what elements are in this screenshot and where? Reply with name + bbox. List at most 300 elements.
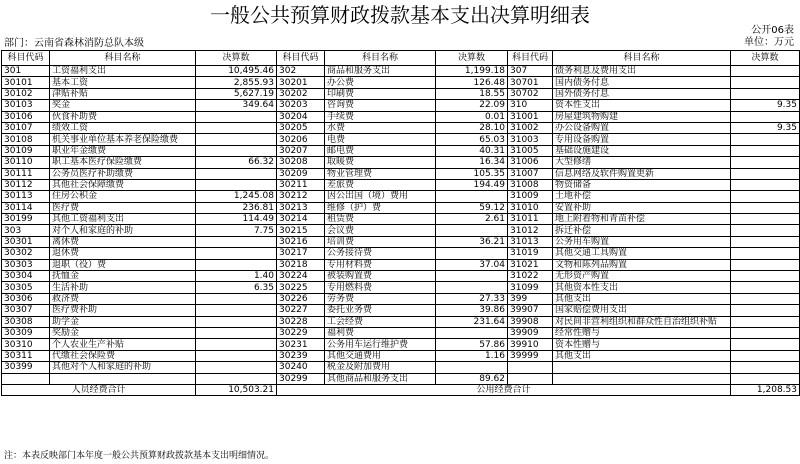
name-cell: 个人农业生产补贴 [50,339,196,350]
code-cell: 31007 [508,168,553,179]
amount-cell [731,157,800,168]
amount-cell: 194.49 [436,179,508,190]
amount-cell [731,236,800,247]
name-cell: 国外债务付息 [553,88,731,99]
code-cell: 31021 [508,259,553,270]
amount-cell [196,122,277,133]
name-cell: 物资储备 [553,179,731,190]
amount-cell: 0.01 [436,111,508,122]
name-cell: 公务接待费 [325,248,436,259]
amount-cell [731,214,800,225]
amount-cell [731,179,800,190]
table-row [2,145,800,156]
name-cell: 其他支出 [553,293,731,304]
table-row [2,88,800,99]
name-cell: 手续费 [325,111,436,122]
amount-cell [731,202,800,213]
amount-cell [196,134,277,145]
name-cell: 其他工资福利支出 [50,214,196,225]
amount-cell [196,248,277,259]
name-cell: 印刷费 [325,88,436,99]
amount-cell: 114.49 [196,214,277,225]
name-cell: 其他资本性支出 [553,282,731,293]
name-cell: 工资福利支出 [50,66,196,77]
name-cell: 职工基本医疗保险缴费 [50,157,196,168]
code-cell: 30307 [2,305,50,316]
name-cell: 经常性赠与 [553,327,731,338]
name-cell: 其他对个人和家庭的补助 [50,362,196,373]
code-cell: 30102 [2,88,50,99]
name-cell: 抚恤金 [50,271,196,282]
code-cell: 30206 [277,134,325,145]
table-row [2,316,800,327]
amount-cell: 10,495.46 [196,66,277,77]
code-cell: 30305 [2,282,50,293]
code-cell [2,373,50,384]
name-cell: 其他交通工具购置 [553,248,731,259]
name-cell: 公务用车购置 [553,236,731,247]
amount-cell [731,168,800,179]
code-cell: 30213 [277,202,325,213]
code-cell: 39999 [508,350,553,361]
code-cell: 30216 [277,236,325,247]
amount-cell [196,339,277,350]
code-cell: 31013 [508,236,553,247]
table-header-row [2,51,800,66]
name-cell: 商品和服务支出 [325,66,436,77]
code-cell: 31003 [508,134,553,145]
table-row [2,100,800,111]
name-cell: 取暖费 [325,157,436,168]
amount-cell: 1,199.18 [436,66,508,77]
amount-cell [731,191,800,202]
amount-cell [731,293,800,304]
table-row [2,225,800,236]
code-cell: 30201 [277,77,325,88]
amount-cell: 39.86 [436,305,508,316]
amount-cell: 16.34 [436,157,508,168]
code-cell: 31009 [508,191,553,202]
code-cell: 30199 [2,214,50,225]
code-cell: 30309 [2,327,50,338]
code-cell: 30209 [277,168,325,179]
name-cell: 差旅费 [325,179,436,190]
amount-cell [731,259,800,270]
amount-cell [436,225,508,236]
code-cell: 30218 [277,259,325,270]
name-cell: 维修（护）费 [325,202,436,213]
code-cell: 30303 [2,259,50,270]
code-cell: 30202 [277,88,325,99]
amount-cell [436,362,508,373]
name-cell: 退休费 [50,248,196,259]
name-cell: 基础设施建设 [553,145,731,156]
name-cell: 办公设备购置 [553,122,731,133]
totals-row [2,384,800,395]
name-cell: 文物和陈列品购置 [553,259,731,270]
name-cell: 助学金 [50,316,196,327]
header-cell: 决算数 [731,51,800,66]
amount-cell [436,191,508,202]
amount-cell [436,327,508,338]
table-row [2,248,800,259]
public-total-value: 1,208.53 [731,384,800,395]
code-cell: 31022 [508,271,553,282]
code-cell: 30203 [277,100,325,111]
table-row [2,327,800,338]
name-cell: 租赁费 [325,214,436,225]
name-cell: 房屋建筑物购建 [553,111,731,122]
amount-cell [436,271,508,282]
amount-cell [731,248,800,259]
header-cell: 科目代码 [2,51,50,66]
amount-cell: 65.03 [436,134,508,145]
name-cell: 津贴补贴 [50,88,196,99]
name-cell: 水费 [325,122,436,133]
table-row [2,122,800,133]
name-cell: 电费 [325,134,436,145]
code-cell: 30304 [2,271,50,282]
amount-cell [196,293,277,304]
code-cell: 30311 [2,350,50,361]
code-cell: 30107 [2,122,50,133]
code-cell: 30111 [2,168,50,179]
name-cell: 奖励金 [50,327,196,338]
name-cell: 职业年金缴费 [50,145,196,156]
code-cell: 307 [508,66,553,77]
table-row [2,305,800,316]
name-cell: 福利费 [325,327,436,338]
name-cell: 其他支出 [553,350,731,361]
code-cell: 30701 [508,77,553,88]
amount-cell [731,77,800,88]
amount-cell: 349.64 [196,100,277,111]
name-cell: 物业管理费 [325,168,436,179]
code-cell: 30226 [277,293,325,304]
code-cell: 39907 [508,305,553,316]
amount-cell: 5,627.19 [196,88,277,99]
amount-cell [196,111,277,122]
amount-cell [731,327,800,338]
code-cell: 30224 [277,271,325,282]
amount-cell [196,259,277,270]
code-cell: 30112 [2,179,50,190]
table-row [2,350,800,361]
name-cell: 办公费 [325,77,436,88]
name-cell: 其他商品和服务支出 [325,373,436,384]
form-number: 公开06表 [751,25,794,36]
amount-cell [436,282,508,293]
code-cell: 30204 [277,111,325,122]
name-cell: 代缴社会保险费 [50,350,196,361]
code-cell: 30103 [2,100,50,111]
name-cell: 会议费 [325,225,436,236]
table-row [2,236,800,247]
table-row [2,202,800,213]
department-label: 部门：云南省森林消防总队本级 [4,38,144,49]
name-cell: 专用设备购置 [553,134,731,145]
amount-cell: 1,245.08 [196,191,277,202]
code-cell: 30301 [2,236,50,247]
amount-cell [731,134,800,145]
name-cell: 邮电费 [325,145,436,156]
amount-cell [196,327,277,338]
amount-cell [731,282,800,293]
name-cell: 伙食补助费 [50,111,196,122]
table-row [2,271,800,282]
code-cell: 30302 [2,248,50,259]
code-cell: 31001 [508,111,553,122]
amount-cell: 40.31 [436,145,508,156]
amount-cell: 7.75 [196,225,277,236]
name-cell: 国内债务付息 [553,77,731,88]
amount-cell [196,145,277,156]
amount-cell [731,88,800,99]
code-cell: 31006 [508,157,553,168]
name-cell: 专用材料费 [325,259,436,270]
table-row [2,282,800,293]
name-cell: 被装购置费 [325,271,436,282]
code-cell: 30214 [277,214,325,225]
code-cell: 31002 [508,122,553,133]
header-cell: 科目代码 [277,51,325,66]
code-cell: 30108 [2,134,50,145]
code-cell [508,362,553,373]
code-cell: 30114 [2,202,50,213]
amount-cell: 231.64 [436,316,508,327]
amount-cell: 28.10 [436,122,508,133]
table-row [2,214,800,225]
public-total-label: 公用经费合计 [277,384,731,395]
unit-label: 单位：万元 [744,37,794,48]
name-cell: 地上附着物和青苗补偿 [553,214,731,225]
amount-cell [196,316,277,327]
code-cell: 30215 [277,225,325,236]
name-cell: 无形资产购置 [553,271,731,282]
code-cell: 30208 [277,157,325,168]
name-cell: 委托业务费 [325,305,436,316]
amount-cell: 236.81 [196,202,277,213]
table-row [2,168,800,179]
code-cell: 31005 [508,145,553,156]
amount-cell: 89.62 [436,373,508,384]
name-cell: 资本性赠与 [553,339,731,350]
name-cell: 因公出国（境）费用 [325,191,436,202]
amount-cell: 59.12 [436,202,508,213]
amount-cell: 1.40 [196,271,277,282]
code-cell: 30106 [2,111,50,122]
amount-cell [731,145,800,156]
code-cell: 30308 [2,316,50,327]
table-row [2,259,800,270]
name-cell: 咨询费 [325,100,436,111]
amount-cell: 2.61 [436,214,508,225]
name-cell: 安置补助 [553,202,731,213]
amount-cell [731,339,800,350]
name-cell: 其他交通费用 [325,350,436,361]
name-cell: 住房公积金 [50,191,196,202]
code-cell: 399 [508,293,553,304]
code-cell: 30229 [277,327,325,338]
name-cell: 对个人和家庭的补助 [50,225,196,236]
name-cell: 公务员医疗补助缴费 [50,168,196,179]
amount-cell: 37.04 [436,259,508,270]
amount-cell: 36.21 [436,236,508,247]
code-cell: 31099 [508,282,553,293]
code-cell: 310 [508,100,553,111]
code-cell: 30110 [2,157,50,168]
code-cell: 30399 [2,362,50,373]
code-cell: 30217 [277,248,325,259]
name-cell: 公务用车运行维护费 [325,339,436,350]
amount-cell [731,362,800,373]
code-cell: 30211 [277,179,325,190]
amount-cell [731,305,800,316]
code-cell: 30231 [277,339,325,350]
name-cell: 其他社会保障缴费 [50,179,196,190]
code-cell: 30310 [2,339,50,350]
code-cell: 30113 [2,191,50,202]
amount-cell [731,271,800,282]
name-cell [553,373,731,384]
amount-cell [731,66,800,77]
name-cell: 国家赔偿费用支出 [553,305,731,316]
amount-cell [196,236,277,247]
amount-cell [731,373,800,384]
amount-cell [731,225,800,236]
name-cell: 退职（役）费 [50,259,196,270]
code-cell: 30299 [277,373,325,384]
amount-cell: 9.35 [731,100,800,111]
name-cell [50,373,196,384]
code-cell: 30702 [508,88,553,99]
amount-cell: 1.16 [436,350,508,361]
code-cell: 30306 [2,293,50,304]
name-cell: 资本性支出 [553,100,731,111]
code-cell: 30225 [277,282,325,293]
amount-cell [196,350,277,361]
personnel-total-label: 人员经费合计 [2,384,196,395]
name-cell: 拆迁补偿 [553,225,731,236]
name-cell: 工会经费 [325,316,436,327]
code-cell: 30227 [277,305,325,316]
amount-cell: 2,855.93 [196,77,277,88]
header-cell: 决算数 [196,51,277,66]
amount-cell: 22.09 [436,100,508,111]
personnel-total-value: 10,503.21 [196,384,277,395]
name-cell: 医疗费 [50,202,196,213]
code-cell: 30240 [277,362,325,373]
footnote: 注：本表反映部门本年度一般公共预算财政拨款基本支出明细情况。 [4,451,275,461]
header-cell: 科目名称 [325,51,436,66]
code-cell: 39908 [508,316,553,327]
code-cell: 30207 [277,145,325,156]
table-row [2,179,800,190]
name-cell: 基本工资 [50,77,196,88]
amount-cell: 105.35 [436,168,508,179]
amount-cell [196,373,277,384]
table-row [2,373,800,384]
header-cell: 科目名称 [50,51,196,66]
name-cell: 医疗费补助 [50,305,196,316]
amount-cell: 66.32 [196,157,277,168]
table-row [2,77,800,88]
amount-cell: 57.86 [436,339,508,350]
code-cell: 39909 [508,327,553,338]
name-cell: 信息网络及软件购置更新 [553,168,731,179]
code-cell: 31019 [508,248,553,259]
name-cell: 救济费 [50,293,196,304]
code-cell: 30101 [2,77,50,88]
name-cell: 专用燃料费 [325,282,436,293]
code-cell: 303 [2,225,50,236]
code-cell: 30109 [2,145,50,156]
amount-cell [436,248,508,259]
amount-cell: 18.55 [436,88,508,99]
code-cell: 30205 [277,122,325,133]
amount-cell: 9.35 [731,122,800,133]
code-cell: 30239 [277,350,325,361]
table-row [2,339,800,350]
amount-cell: 6.35 [196,282,277,293]
header-cell: 科目代码 [508,51,553,66]
amount-cell: 27.33 [436,293,508,304]
code-cell: 31011 [508,214,553,225]
name-cell: 劳务费 [325,293,436,304]
code-cell: 31012 [508,225,553,236]
header-cell: 科目名称 [553,51,731,66]
table-row [2,362,800,373]
amount-cell [196,179,277,190]
name-cell: 生活补助 [50,282,196,293]
code-cell: 31010 [508,202,553,213]
name-cell: 对民间非营利组织和群众性自治组织补贴 [553,316,731,327]
table-row [2,111,800,122]
name-cell: 债务利息及费用支出 [553,66,731,77]
name-cell: 土地补偿 [553,191,731,202]
amount-cell [731,316,800,327]
table-row [2,191,800,202]
amount-cell [196,305,277,316]
code-cell [508,373,553,384]
table-row [2,157,800,168]
expenditure-table [1,50,800,396]
code-cell: 30228 [277,316,325,327]
table-row [2,134,800,145]
code-cell: 31008 [508,179,553,190]
name-cell [553,362,731,373]
name-cell: 税金及附加费用 [325,362,436,373]
name-cell: 奖金 [50,100,196,111]
code-cell: 39910 [508,339,553,350]
name-cell: 机关事业单位基本养老保险缴费 [50,134,196,145]
code-cell: 301 [2,66,50,77]
page-title: 一般公共预算财政拨款基本支出决算明细表 [210,3,590,27]
name-cell: 绩效工资 [50,122,196,133]
amount-cell [196,168,277,179]
amount-cell: 126.48 [436,77,508,88]
header-cell: 决算数 [436,51,508,66]
name-cell: 培训费 [325,236,436,247]
name-cell: 大型修缮 [553,157,731,168]
amount-cell [731,350,800,361]
table-row [2,293,800,304]
code-cell: 30212 [277,191,325,202]
amount-cell [731,111,800,122]
amount-cell [196,362,277,373]
table-row [2,66,800,77]
code-cell: 302 [277,66,325,77]
